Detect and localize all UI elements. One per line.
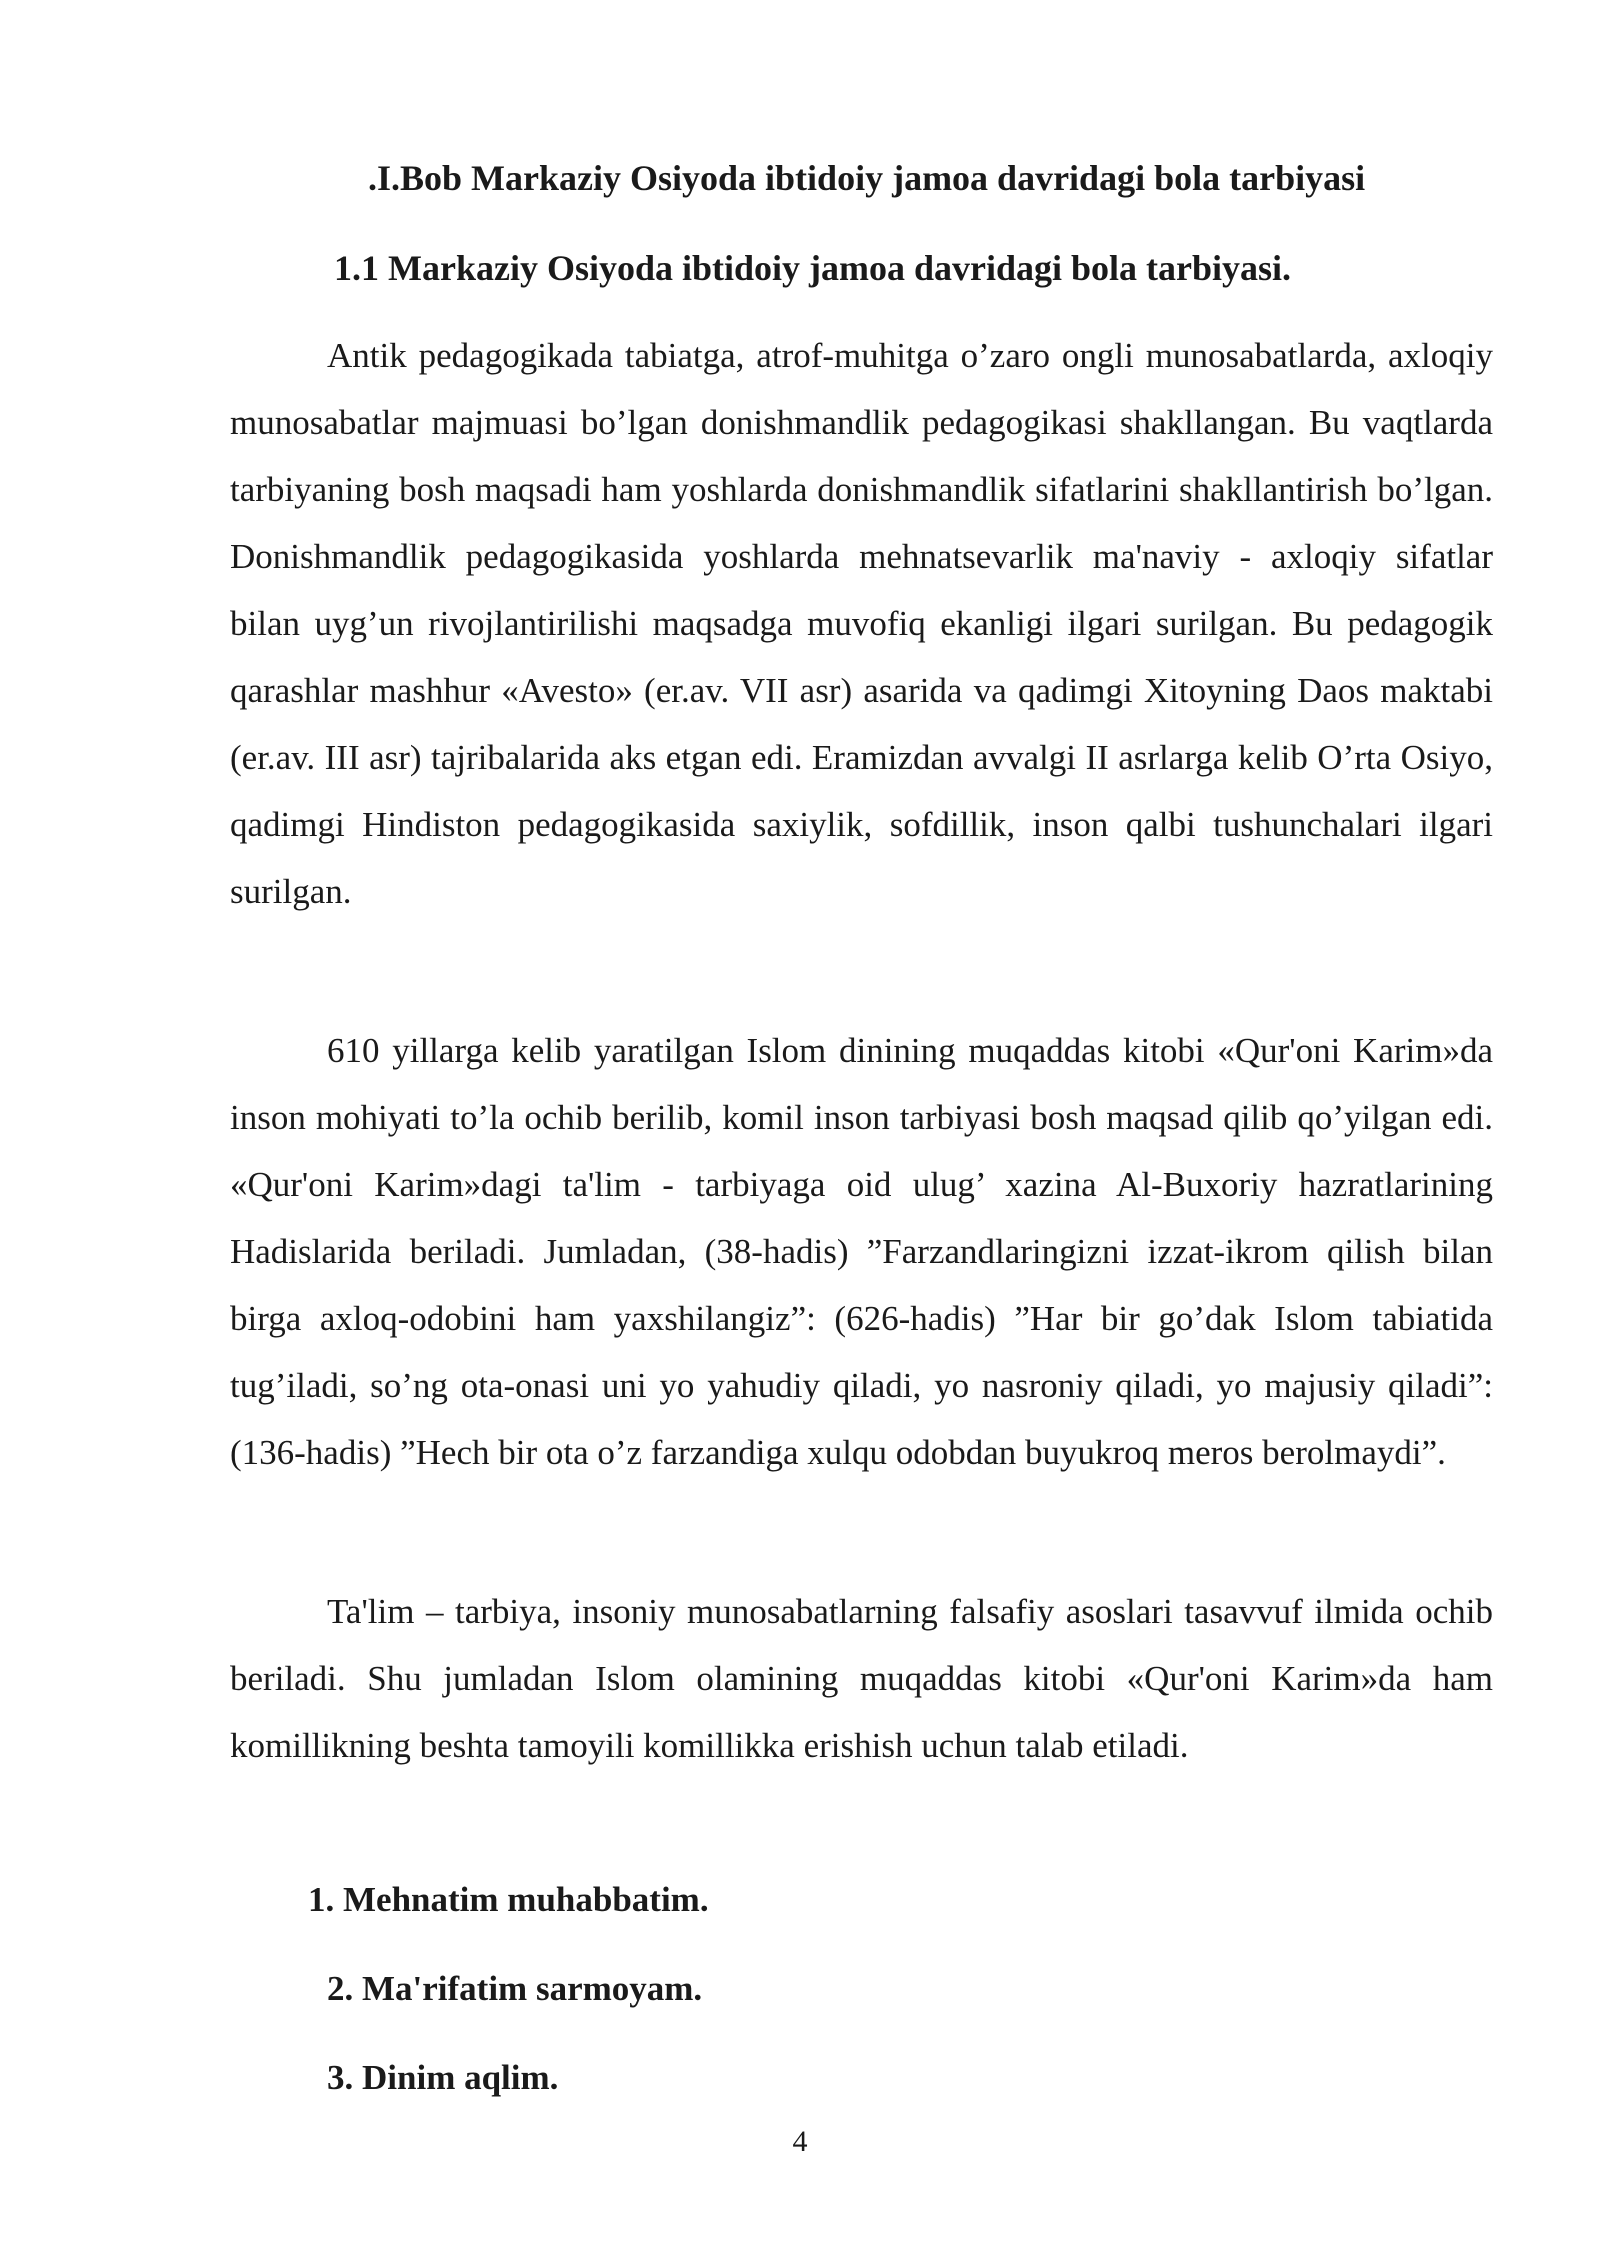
section-title: 1.1 Markaziy Osiyoda ibtidoiy jamoa davridagi bola tarbiyasi. — [334, 248, 1292, 288]
principle-list-item: 3. Dinim aqlim. — [327, 2058, 559, 2097]
body-paragraph: 610 yillarga kelib yaratilgan Islom dinining muqaddas kitobi «Qur'oni Karim»da inson mohiyati to’la ochib berilib, komil inson tarbiyasi bosh maqsad qilib qo’yilgan edi. «Qur'oni Karim»dagi ta'lim - tarbiyaga oid ulug’ xazina Al-Buxoriy hazratlarining Hadislarida beriladi. Jumladan, (38-hadis) ”Farzandlaringizni izzat-ikrom qilish bilan birga axloq-odobini ham yaxshilangiz”: (626-hadis) ”Har bir go’dak Islom tabiatida tug’iladi, so’ng ota-onasi uni yo yahudiy qiladi, yo nasroniy qiladi, yo majusiy qiladi”: (136-hadis) ”Hech bir ota o’z farzandiga xulqu odobdan buyukroq meros berolmaydi”. — [230, 1031, 1493, 1472]
chapter-title: .I.Bob Markaziy Osiyoda ibtidoiy jamoa davridagi bola tarbiyasi — [368, 158, 1366, 198]
page-number: 4 — [792, 2125, 808, 2158]
body-paragraph: Ta'lim – tarbiya, insoniy munosabatlarning falsafiy asoslari tasavvuf ilmida ochib beriladi. Shu jumladan Islom olamining muqaddas kitobi «Qur'oni Karim»da ham komillikning beshta tamoyili komillikka erishish uchun talab etiladi. — [230, 1592, 1493, 1765]
principle-list-item: 2. Ma'rifatim sarmoyam. — [327, 1969, 703, 2008]
principle-list-item: 1. Mehnatim muhabbatim. — [308, 1880, 709, 1919]
body-paragraph: Antik pedagogikada tabiatga, atrof-muhitga o’zaro ongli munosabatlarda, axloqiy munosabatlar majmuasi bo’lgan donishmandlik pedagogikasi shakllangan. Bu vaqtlarda tarbiyaning bosh maqsadi ham yoshlarda donishmandlik sifatlarini shakllantirish bo’lgan. Donishmandlik pedagogikasida yoshlarda mehnatsevarlik ma'naviy - axloqiy sifatlar bilan uyg’un rivojlantirilishi maqsadga muvofiq ekanligi ilgari surilgan. Bu pedagogik qarashlar mashhur «Avesto» (er.av. VII asr) asarida va qadimgi Xitoyning Daos maktabi (er.av. III asr) tajribalarida aks etgan edi. Eramizdan avvalgi II asrlarga kelib O’rta Osiyo, qadimgi Hindiston pedagogikasida saxiylik, sofdillik, inson qalbi tushunchalari ilgari surilgan. — [230, 336, 1493, 911]
